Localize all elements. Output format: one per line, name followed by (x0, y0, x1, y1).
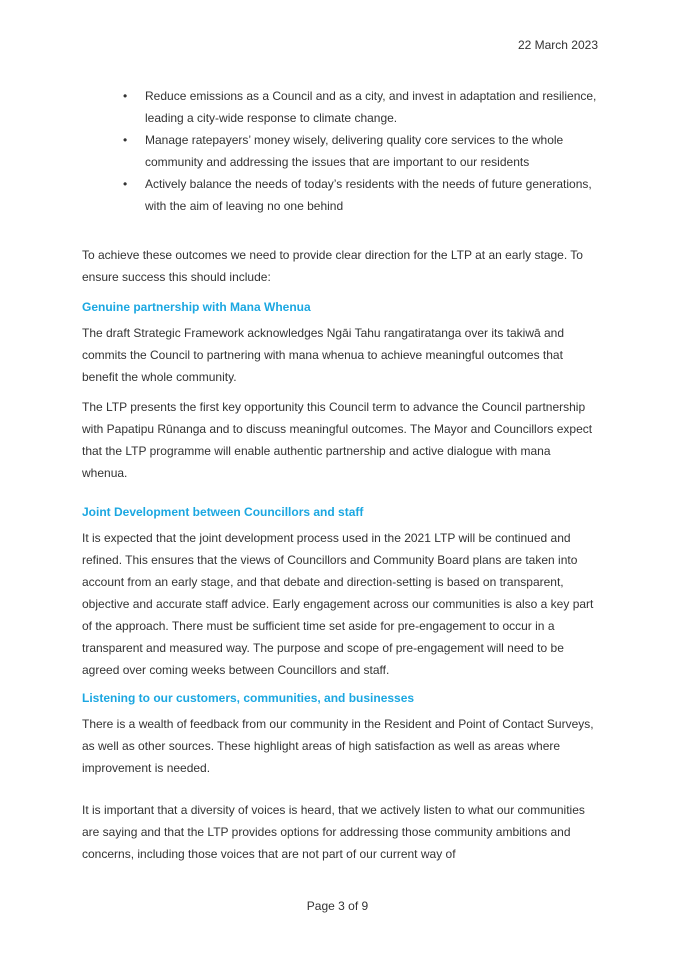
document-date: 22 March 2023 (517, 38, 598, 52)
intro-paragraph: To achieve these outcomes we need to provide clear direction for the LTP at an early stage. To ensure success this should include: (82, 248, 583, 284)
section-heading-listening: Listening to our customers, communities, and businesses (82, 691, 415, 705)
section-heading-joint-development: Joint Development between Councillors and staff (82, 505, 364, 519)
page-number: Page 3 of 9 (306, 899, 369, 913)
bullet-item-emissions: • Reduce emissions as a Council and as a city, and invest in adaptation and resilience, leading a city-wide response to climate change. (82, 85, 598, 129)
paragraph-ltp-opportunity: The LTP presents the first key opportunity this Council term to advance the Council partnership with Papatipu Rūnanga and to discuss meaningful outcomes. The Mayor and Councillors expect that the LTP programme will enable authentic partnership and active dialogue with mana whenua. (82, 400, 593, 480)
paragraph-strategic-framework: The draft Strategic Framework acknowledges Ngāi Tahu rangatiratanga over its takiwā and commits the Council to partnering with mana whenua to achieve meaningful outcomes that benefit the whole community. (82, 326, 565, 384)
bullet-item-ratepayers: • Manage ratepayers’ money wisely, delivering quality core services to the whole community and addressing the issues that are important to our residents (82, 129, 598, 173)
section-heading-mana-whenua: Genuine partnership with Mana Whenua (82, 300, 311, 314)
paragraph-feedback-surveys: There is a wealth of feedback from our community in the Resident and Point of Contact Surveys, as well as other sources. These highlight areas of high satisfaction as well as areas where improvement is needed. (82, 717, 594, 775)
bullet-item-balance-needs: • Actively balance the needs of today’s residents with the needs of future generations, with the aim of leaving no one behind (82, 173, 598, 217)
bullet-list (82, 85, 598, 217)
paragraph-joint-development: It is expected that the joint development process used in the 2021 LTP will be continued and refined. This ensures that the views of Councillors and Community Board plans are taken into account from an early stage, and that debate and direction-setting is based on transparent, objective and accurate staff advice. Early engagement across our communities is also a key part of the approach. There must be sufficient time set aside for pre-engagement to occur in a transparent and measured way. The purpose and scope of pre-engagement will need to be agreed over coming weeks between Councillors and staff. (82, 531, 594, 677)
paragraph-diversity-of-voices: It is important that a diversity of voices is heard, that we actively listen to what our communities are saying and that the LTP provides options for addressing those community ambitions and concerns, including those voices that are not part of our current way of (82, 803, 585, 861)
